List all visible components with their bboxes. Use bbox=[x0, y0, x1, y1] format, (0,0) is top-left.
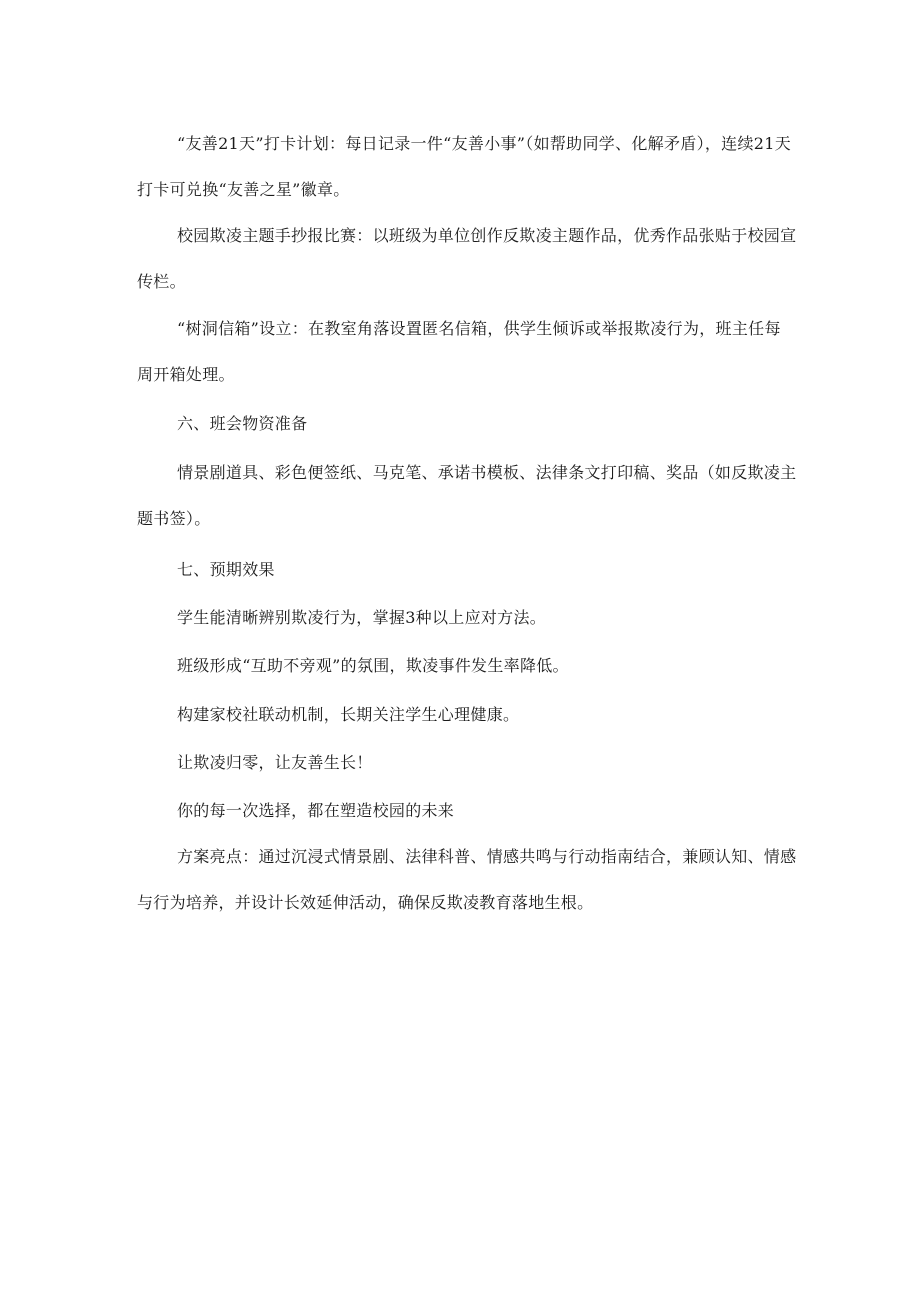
paragraph-tree-hole-mailbox: “树洞信箱”设立：在教室角落设置匿名信箱，供学生倾诉或举报欺凌行为，班主任每周开箱处理。 bbox=[137, 319, 781, 384]
paragraph-highlights: 方案亮点：通过沉浸式情景剧、法律科普、情感共鸣与行动指南结合，兼顾认知、情感与行为培养，并设计长效延伸活动，确保反欺凌教育落地生根。 bbox=[137, 847, 797, 912]
paragraph-poster-contest: 校园欺凌主题手抄报比赛：以班级为单位创作反欺凌主题作品，优秀作品张贴于校园宣传栏。 bbox=[137, 226, 797, 291]
paragraph-result-3: 构建家校社联动机制，长期关注学生心理健康。 bbox=[177, 705, 520, 724]
paragraph-result-1: 学生能清晰辨别欺凌行为，掌握3种以上应对方法。 bbox=[177, 608, 547, 627]
paragraph-result-2: 班级形成“互助不旁观”的氛围，欺凌事件发生率降低。 bbox=[177, 656, 569, 675]
paragraph-slogan-2: 你的每一次选择，都在塑造校园的未来 bbox=[177, 801, 455, 820]
paragraph-slogan-1: 让欺凌归零，让友善生长！ bbox=[177, 753, 373, 772]
paragraph-friendship-21-days: “友善21天”打卡计划：每日记录一件“友善小事”（如帮助同学、化解矛盾），连续21天打卡可兑换“友善之星”徽章。 bbox=[137, 134, 792, 199]
heading-expected-results: 七、预期效果 bbox=[177, 560, 275, 579]
heading-materials: 六、班会物资准备 bbox=[177, 414, 308, 433]
paragraph-materials: 情景剧道具、彩色便签纸、马克笔、承诺书模板、法律条文打印稿、奖品（如反欺凌主题书签）。 bbox=[137, 463, 797, 528]
